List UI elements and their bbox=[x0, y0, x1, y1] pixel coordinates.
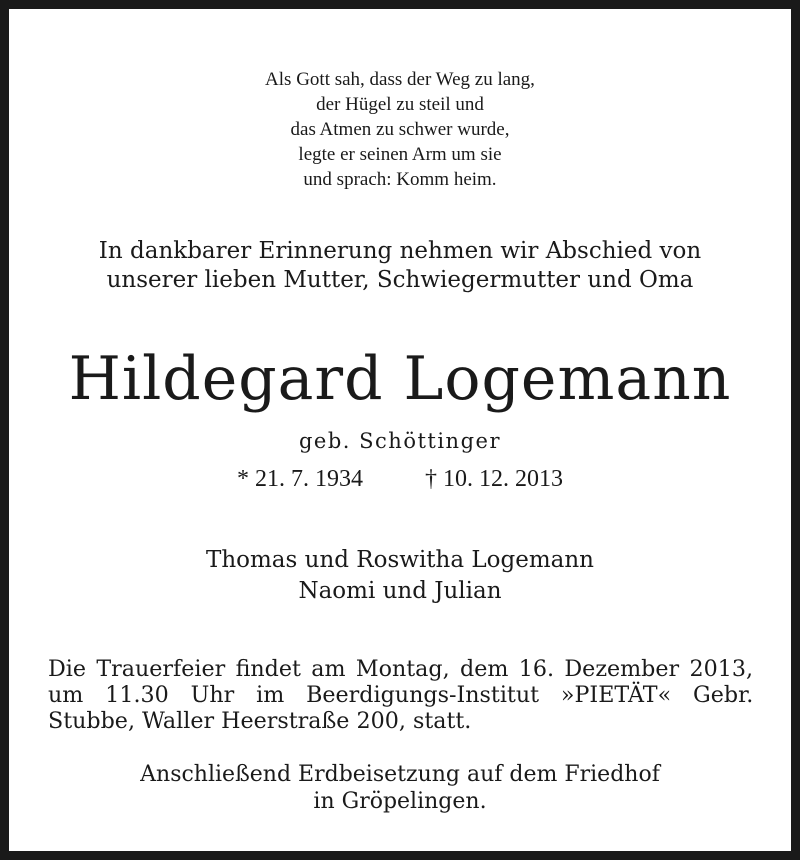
memorial-poem bbox=[9, 67, 791, 192]
family-line: Thomas und Roswitha Logemann bbox=[206, 547, 594, 573]
burial-details bbox=[9, 761, 791, 815]
ceremony-line: Stubbe, Waller Heerstraße 200, statt. bbox=[48, 708, 472, 734]
birth-date: * 21. 7. 1934 bbox=[237, 466, 363, 492]
ceremony-line: Die Trauerfeier findet am Montag, dem 16. Dezember 2013, bbox=[48, 656, 753, 682]
deceased-name: Hildegard Logemann bbox=[68, 344, 732, 414]
burial-line: Anschließend Erdbeisetzung auf dem Friedhof bbox=[140, 762, 660, 787]
remembrance-intro bbox=[9, 237, 791, 295]
intro-line: unserer lieben Mutter, Schwiegermutter und Oma bbox=[106, 267, 694, 293]
ceremony-line: um 11.30 Uhr im Beerdigungs-Institut »PIETÄT« Gebr. bbox=[48, 682, 754, 708]
intro-line: In dankbarer Erinnerung nehmen wir Abschied von bbox=[98, 238, 702, 264]
poem-line: Als Gott sah, dass der Weg zu lang, bbox=[265, 69, 535, 90]
poem-line: legte er seinen Arm um sie bbox=[298, 144, 502, 165]
death-date: † 10. 12. 2013 bbox=[425, 466, 563, 492]
burial-line: in Gröpelingen. bbox=[313, 789, 487, 814]
maiden-name: geb. Schöttinger bbox=[298, 429, 501, 453]
poem-line: der Hügel zu steil und bbox=[316, 94, 484, 115]
funeral-service-details bbox=[48, 656, 753, 734]
mourning-family bbox=[9, 545, 791, 607]
poem-line: und sprach: Komm heim. bbox=[303, 169, 497, 190]
poem-line: das Atmen zu schwer wurde, bbox=[290, 119, 510, 140]
life-dates bbox=[9, 464, 791, 494]
family-line: Naomi und Julian bbox=[298, 578, 502, 604]
